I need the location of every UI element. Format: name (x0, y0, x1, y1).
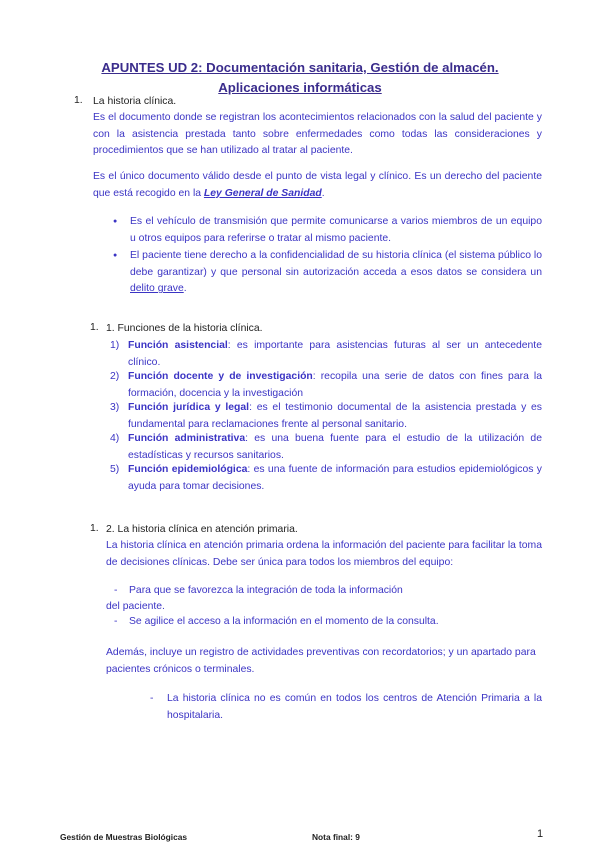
section-1-2-paragraph-2: Además, incluye un registro de actividades preventivas con recordatorios; y un apartado para pacientes crónicos o terminales. (106, 647, 536, 675)
function-item-2-number: 2) (110, 371, 120, 382)
dash-item-1-line-2: del paciente. (106, 601, 165, 612)
bullet-dot-icon: ● (113, 252, 118, 259)
function-item-5: Función epidemiológica: es una fuente de información para estudios epidemiológicos y ayuda para tomar decisiones. (128, 464, 542, 492)
dash-marker: - (114, 616, 118, 627)
section-1-paragraph-1: Es el documento donde se registran los acontecimientos relacionados con la salud del paciente y con la asistencia prestada tanto sobre enfermedades como todas las consideraciones y procedimientos que se han utilizado al tratar al paciente. (93, 112, 542, 157)
function-item-3: Función jurídica y legal: es el testimonio documental de la asistencia prestada y es fundamental para reclamaciones frente al personal sanitario. (128, 402, 542, 430)
page-number: 1 (537, 828, 544, 840)
bullet-dot-icon: ● (113, 218, 118, 225)
section-1-2-paragraph-1: La historia clínica en atención primaria ordena la información del paciente para facilitar la toma de decisiones clínicas. Debe ser única para todos los miembros del equipo: (106, 540, 542, 568)
document-title-line-1: APUNTES UD 2: Documentación sanitaria, Gestión de almacén. (101, 60, 499, 75)
dash-item-2: Se agilice el acceso a la información en el momento de la consulta. (129, 616, 439, 627)
section-1-bullet-1: Es el vehículo de transmisión que permite comunicarse a varios miembros de un equipo u otros equipos para referirse o tratar al mismo paciente. (130, 216, 542, 244)
dash-item-1-line-1: Para que se favorezca la integración de toda la información (129, 585, 403, 596)
section-1-heading: La historia clínica. (93, 96, 177, 107)
dash-marker: - (114, 585, 118, 596)
function-item-1: Función asistencial: es importante para asistencias futuras al ser un antecedente clínico. (128, 340, 542, 368)
function-item-1-number: 1) (110, 340, 120, 351)
dash-marker: - (150, 693, 154, 704)
function-item-3-number: 3) (110, 402, 120, 413)
function-item-4: Función administrativa: es una buena fuente para el estudio de la utilización de estadísticas y recursos sanitarios. (128, 433, 542, 461)
section-1-paragraph-2: Es el único documento válido desde el punto de vista legal y clínico. Es un derecho del paciente que está recogido en la Ley General de Sanidad. (93, 171, 542, 199)
footer-subject: Gestión de Muestras Biológicas (60, 832, 188, 842)
section-1-2-number: 1. (90, 523, 99, 534)
delito-grave-link[interactable]: delito grave (130, 283, 184, 295)
section-1-1-number: 1. (90, 322, 99, 333)
section-1-number: 1. (74, 95, 83, 106)
footer-grade: Nota final: 9 (312, 832, 360, 842)
function-item-5-number: 5) (110, 464, 120, 475)
section-1-2-heading: 2. La historia clínica en atención primaria. (106, 524, 298, 535)
ley-general-sanidad: Ley General de Sanidad (203, 187, 322, 199)
function-item-4-number: 4) (110, 433, 120, 444)
section-1-bullet-2: El paciente tiene derecho a la confidencialidad de su historia clínica (el sistema público lo debe garantizar) y que personal sin autorización acceda a esos datos se considera un delito grave. (130, 250, 542, 295)
section-1-1-heading: 1. Funciones de la historia clínica. (106, 323, 263, 334)
document-title-line-2: Aplicaciones informáticas (218, 80, 382, 95)
function-item-2: Función docente y de investigación: recopila una serie de datos con fines para la formación, docencia y la investigación (128, 371, 542, 399)
dash-item-3: La historia clínica no es común en todos los centros de Atención Primaria a la hospitalaria. (167, 693, 542, 721)
